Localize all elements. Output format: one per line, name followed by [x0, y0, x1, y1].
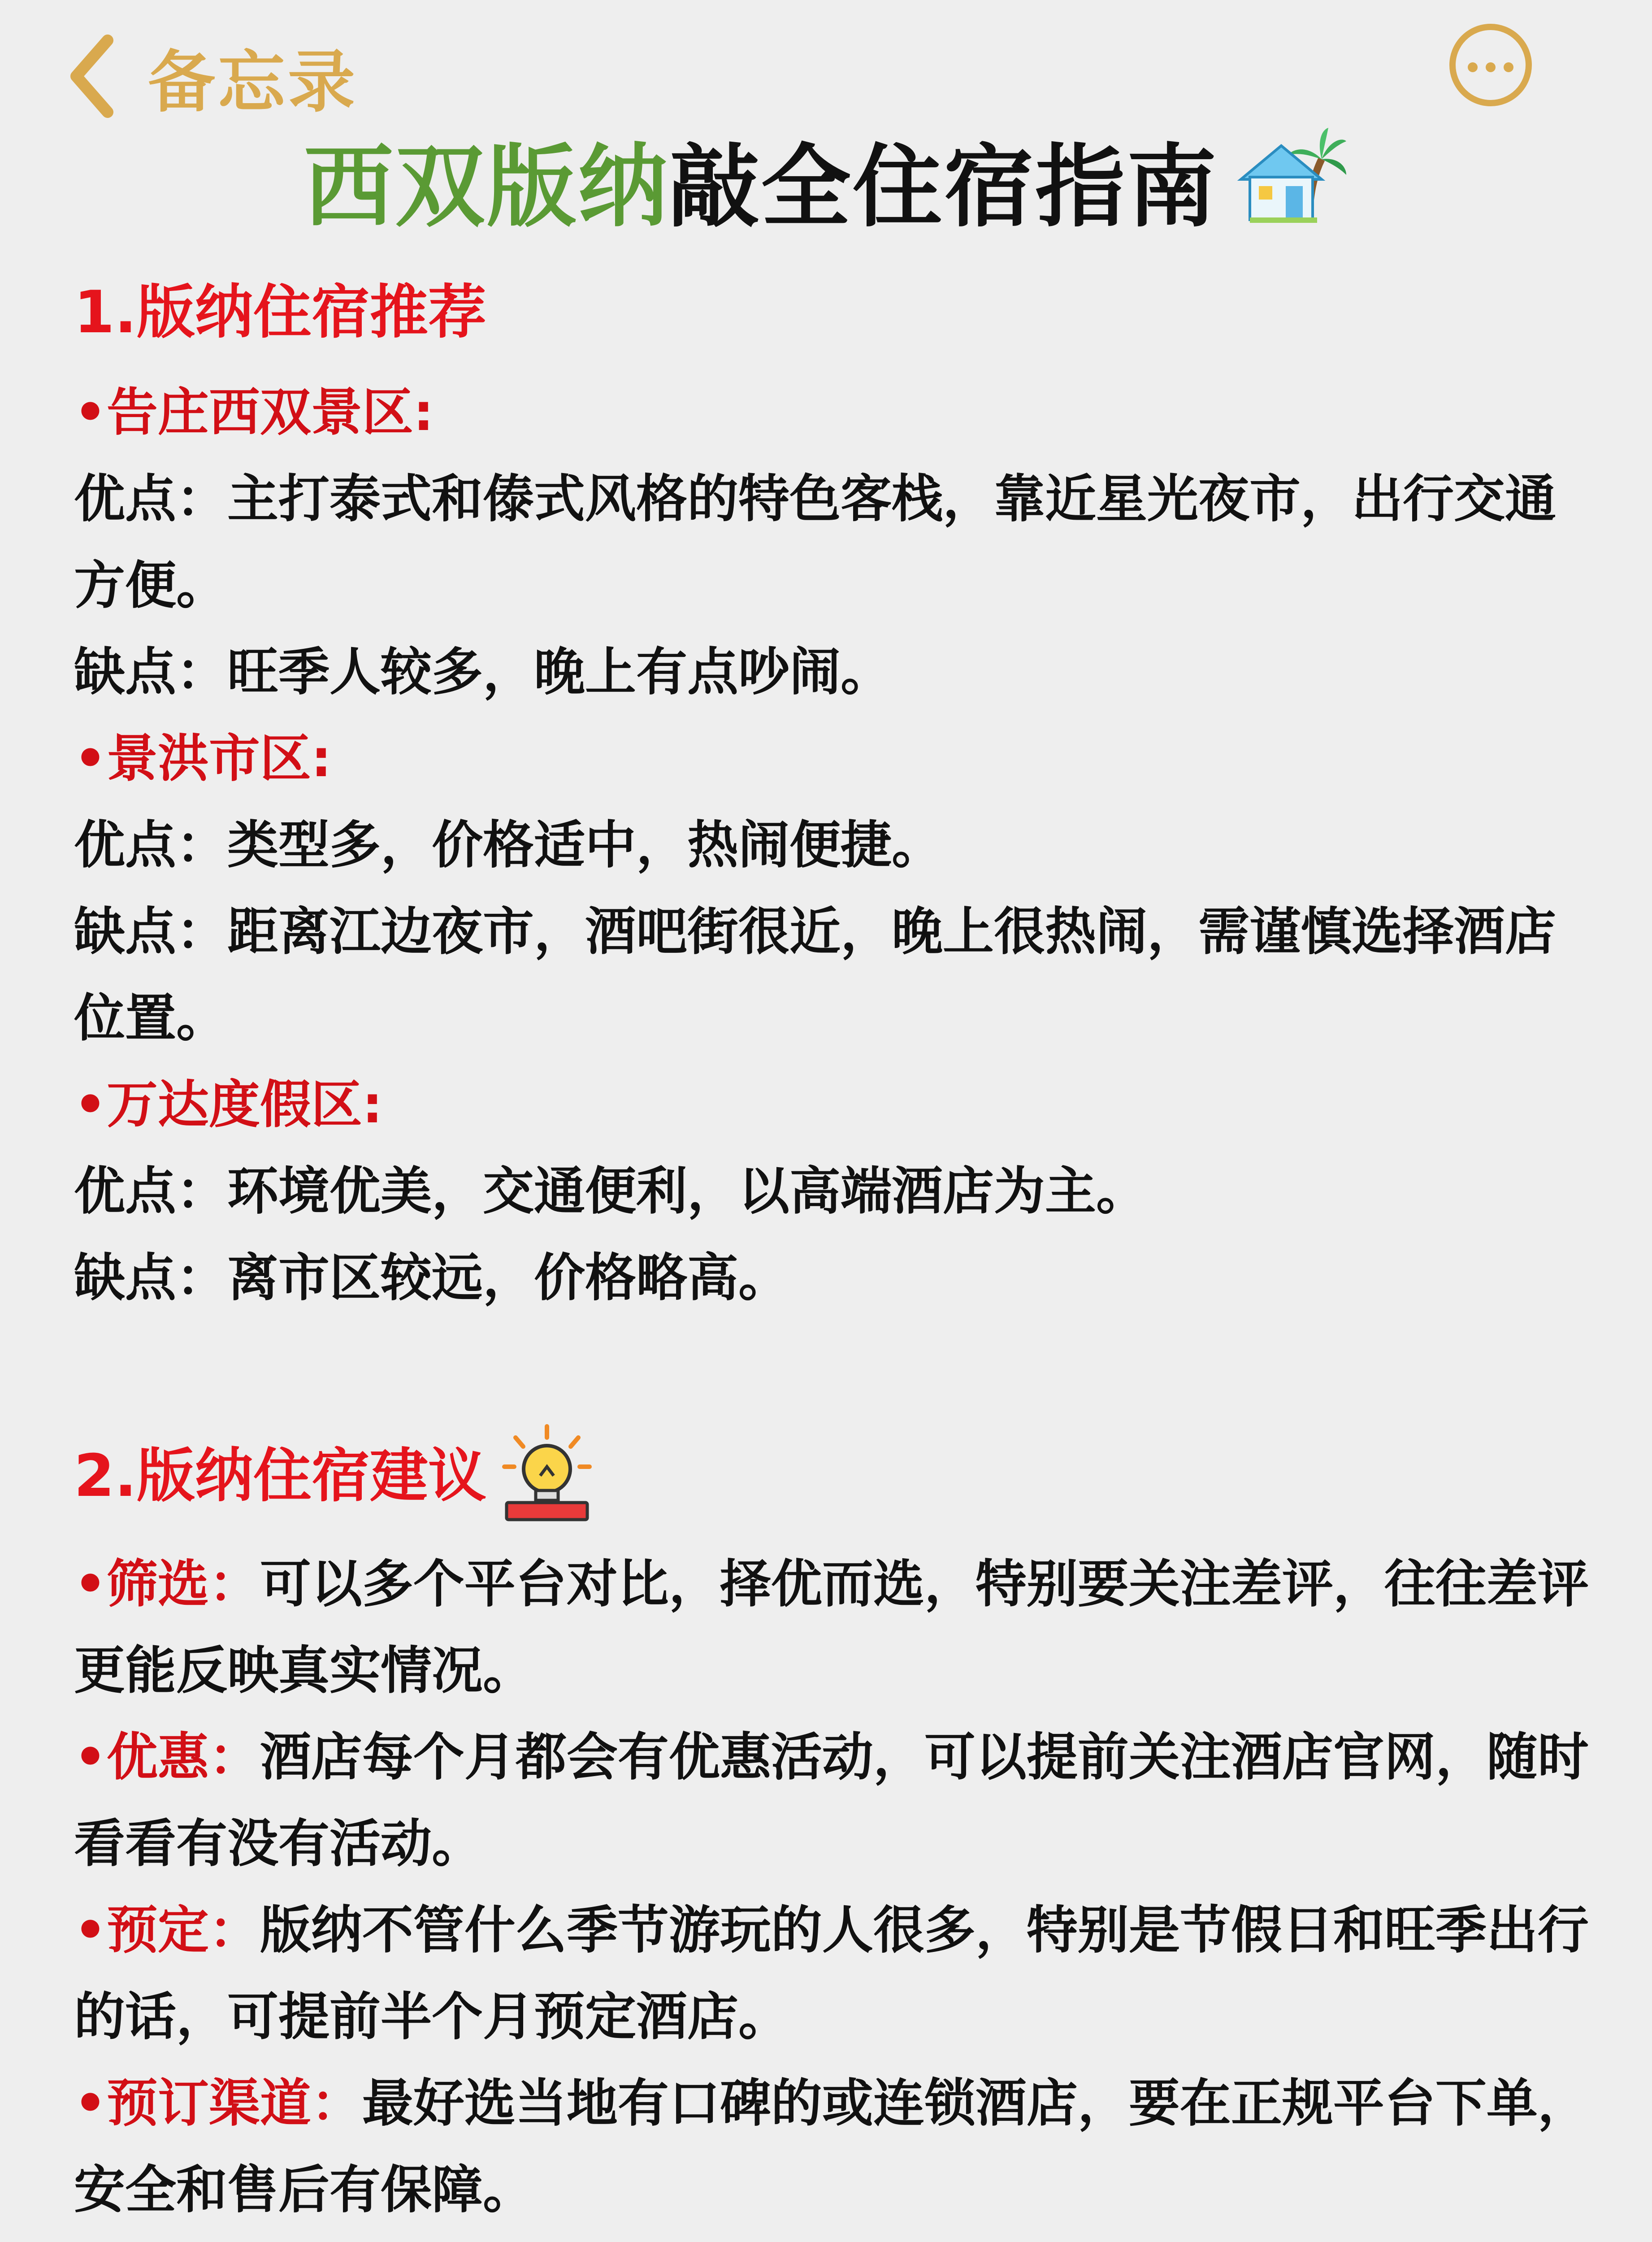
title-green-part: 西双版纳	[304, 135, 670, 239]
pros-text: 类型多，价格适中，热闹便捷。	[227, 815, 943, 875]
tip-text: 版纳不管什么季节游玩的人很多，特别是节假日和旺季出行的话，可提前半个月预定酒店。	[74, 1900, 1589, 2046]
tip-text: 酒店每个月都会有优惠活动，可以提前关注酒店官网，随时看看有没有活动。	[74, 1727, 1589, 1873]
tip-text: 最好选当地有口碑的或连锁酒店，要在正规平台下单，安全和售后有保障。	[74, 2073, 1589, 2220]
tip-label: •筛选：	[74, 1554, 260, 1614]
tip-item	[74, 2060, 1594, 2233]
area-jinghong	[74, 715, 1594, 1061]
tip-text: 可以多个平台对比，择优而选，特别要关注差评，往往差评更能反映真实情况。	[74, 1554, 1589, 1700]
cons-label: 缺点：	[74, 902, 228, 961]
area-cons	[74, 629, 1594, 715]
tip-label: •预订渠道：	[74, 2073, 362, 2133]
more-button[interactable]	[1444, 18, 1538, 112]
back-label: 备忘录	[148, 43, 358, 122]
cons-label: 缺点：	[74, 642, 228, 702]
area-wanda	[74, 1061, 1594, 1321]
pros-text: 主打泰式和傣式风格的特色客栈，靠近星光夜市，出行交通方便。	[74, 469, 1557, 615]
tip-item	[74, 1887, 1594, 2060]
tip-label: •优惠：	[74, 1727, 260, 1787]
area-pros	[74, 802, 1594, 888]
cons-label: 缺点：	[74, 1248, 228, 1308]
more-circle-icon	[1444, 18, 1538, 112]
tip-item	[74, 1714, 1594, 1887]
pros-label: 优点：	[74, 1161, 228, 1221]
cons-text: 距离江边夜市，酒吧街很近，晚上很热闹，需谨慎选择酒店位置。	[74, 902, 1557, 1048]
section-1-heading: 1.版纳住宿推荐	[74, 278, 486, 346]
section-2-heading-row	[74, 1424, 1594, 1527]
area-gaozhuang	[74, 369, 1594, 715]
area-name: •万达度假区:	[74, 1075, 383, 1134]
pros-label: 优点：	[74, 815, 228, 875]
area-pros	[74, 456, 1594, 629]
title-black-part: 敲全住宿指南	[669, 135, 1218, 239]
area-cons	[74, 888, 1594, 1061]
lightbulb-icon	[495, 1424, 598, 1527]
back-button[interactable]	[67, 27, 358, 126]
house-palm-icon	[1232, 128, 1348, 231]
page-title	[0, 112, 1652, 247]
section-2-heading: 2.版纳住宿建议	[74, 1441, 486, 1510]
tip-item	[74, 1541, 1594, 1714]
area-pros	[74, 1148, 1594, 1234]
pros-label: 优点：	[74, 469, 228, 529]
chevron-left-icon	[67, 34, 117, 119]
pros-text: 环境优美，交通便利，以高端酒店为主。	[227, 1161, 1148, 1221]
memo-content	[74, 269, 1594, 2233]
area-name: •告庄西双景区:	[74, 382, 434, 442]
cons-text: 离市区较远，价格略高。	[227, 1248, 790, 1308]
area-name: •景洪市区:	[74, 729, 332, 788]
area-cons	[74, 1234, 1594, 1321]
tip-label: •预定：	[74, 1900, 260, 1960]
cons-text: 旺季人较多，晚上有点吵闹。	[227, 642, 892, 702]
